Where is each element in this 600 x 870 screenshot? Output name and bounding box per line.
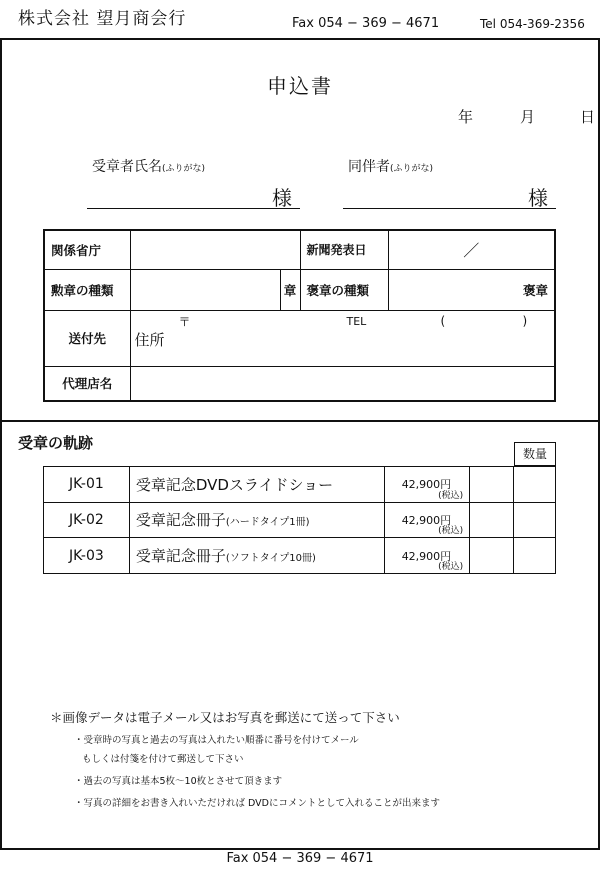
item-name <box>129 502 384 538</box>
companion-label <box>348 156 433 176</box>
section-divider <box>0 420 600 422</box>
item-name-text: 受章記念冊子 <box>135 511 226 530</box>
item-row-1 <box>44 467 556 503</box>
companion-honorific: 様 <box>528 186 548 210</box>
note-line: もしくは付箋を付けて郵送して下さい <box>82 754 244 765</box>
note-main: ＊画像データは電子メール又はお写真を郵送にて送って下さい <box>50 710 400 725</box>
item-detail: (ハードタイプ1冊) <box>225 517 310 529</box>
item-row-3 <box>44 538 556 574</box>
companion-label-text: 同伴者 <box>348 159 390 175</box>
item-blank-cell <box>470 502 514 538</box>
item-blank-cell <box>470 538 514 574</box>
item-blank-cell <box>470 467 514 503</box>
postal-mark: 〒 <box>178 314 191 329</box>
award-type-label: 褒章の種類 <box>300 269 388 310</box>
header-fax: Fax 054 − 369 − 4671 <box>292 16 440 31</box>
recipient-honorific: 様 <box>272 186 292 210</box>
header-tel: Tel 054-369-2356 <box>480 17 585 31</box>
agent-label: 代理店名 <box>44 366 130 401</box>
applicant-info-table <box>43 229 556 402</box>
companion-name-field[interactable] <box>343 208 556 209</box>
recipient-label-text: 受章者氏名 <box>92 159 162 175</box>
item-detail: (ソフトタイプ10冊) <box>225 553 316 565</box>
item-price-text: 42,900円 <box>401 549 452 563</box>
announce-date-label: 新聞発表日 <box>300 230 388 269</box>
ministry-label: 関係省庁 <box>44 230 130 269</box>
ministry-field[interactable] <box>130 230 300 269</box>
item-tax-note: (税込) <box>438 562 464 572</box>
item-price <box>385 467 470 503</box>
item-name-text: 受章記念冊子 <box>135 547 226 566</box>
note-line: ・写真の詳細をお書き入れいただければ DVDにコメントとして入れることが出来ます <box>74 798 440 809</box>
footer-fax: Fax 054 − 369 − 4671 <box>226 851 374 866</box>
item-tax-note: (税込) <box>438 526 464 537</box>
address-label: 住所 <box>134 330 165 349</box>
item-code: JK-03 <box>44 538 130 574</box>
medal-suffix: 章 <box>280 269 300 310</box>
medal-type-field[interactable] <box>130 269 280 310</box>
award-type-field[interactable] <box>388 269 555 310</box>
item-quantity-field[interactable] <box>514 538 556 574</box>
destination-field[interactable] <box>130 310 555 366</box>
tel-paren-close: ) <box>522 313 528 328</box>
note-line: ・受章時の写真と過去の写真は入れたい順番に番号を付けてメール <box>74 735 359 746</box>
item-price-text: 42,900円 <box>401 513 452 527</box>
item-price <box>385 502 470 538</box>
announce-date-field[interactable] <box>388 230 555 269</box>
recipient-label <box>92 156 205 176</box>
item-quantity-field[interactable] <box>514 467 556 503</box>
item-price-text: 42,900円 <box>401 478 452 492</box>
item-code: JK-02 <box>44 502 130 538</box>
note-line: ・過去の写真は基本5枚〜10枚とさせて頂きます <box>74 776 283 787</box>
recipient-name-field[interactable] <box>87 208 300 209</box>
award-suffix: 褒章 <box>522 282 548 298</box>
item-tax-note: (税込) <box>438 490 464 501</box>
item-name-text: 受章記念DVDスライドショー <box>135 475 334 494</box>
medal-type-label: 勲章の種類 <box>44 269 130 310</box>
recipient-furigana: (ふりがな) <box>162 164 206 174</box>
item-name <box>129 538 384 574</box>
tel-paren-open: ( <box>440 313 446 328</box>
quantity-header: 数量 <box>514 442 556 466</box>
item-row-2 <box>44 502 556 538</box>
item-quantity-field[interactable] <box>514 502 556 538</box>
date-day-label: 日 <box>580 108 596 126</box>
item-name <box>129 467 384 503</box>
companion-furigana: (ふりがな) <box>390 164 434 174</box>
form-title: 申込書 <box>267 74 333 98</box>
agent-field[interactable] <box>130 366 555 401</box>
company-name: 株式会社 望月商会行 <box>18 9 187 29</box>
item-price <box>385 538 470 574</box>
date-month-label: 月 <box>520 108 536 126</box>
announce-date-separator: ／ <box>463 241 480 261</box>
item-code: JK-01 <box>44 467 130 503</box>
items-section-title: 受章の軌跡 <box>18 434 94 452</box>
tel-label: TEL <box>346 314 367 328</box>
items-table <box>43 466 556 574</box>
destination-label: 送付先 <box>44 310 130 366</box>
date-year-label: 年 <box>458 108 474 126</box>
